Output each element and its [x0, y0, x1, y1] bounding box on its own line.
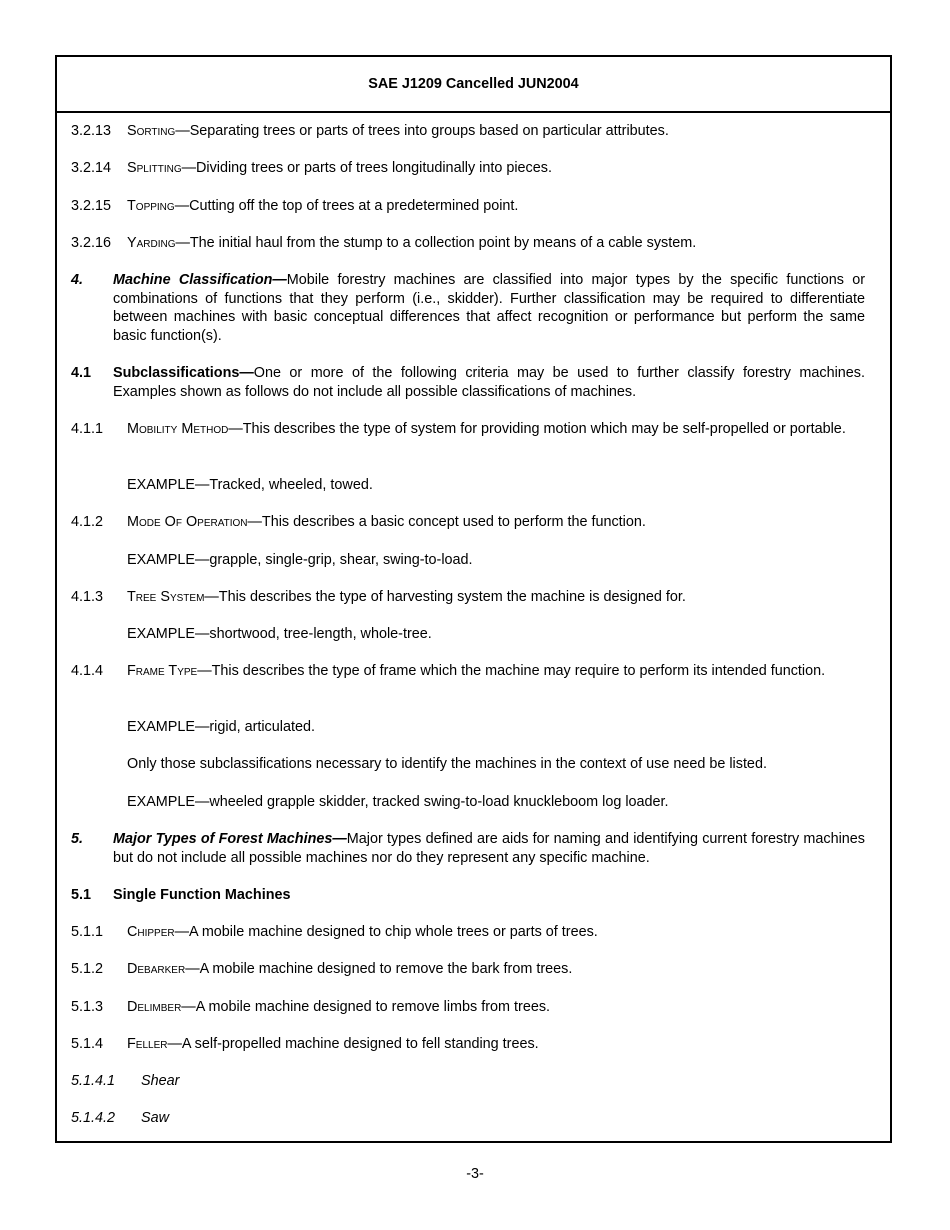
section-3-2-13: [71, 122, 865, 141]
example-text: EXAMPLE—grapple, single-grip, shear, swing-to-load.: [127, 552, 473, 568]
section-5-1: [71, 886, 865, 905]
section-text: —Cutting off the top of trees at a predetermined point.: [174, 198, 519, 214]
section-term: Saw: [141, 1110, 169, 1126]
section-4-1-2: [71, 513, 865, 532]
section-number: 5.1.4: [71, 1036, 104, 1052]
example-paragraph: [71, 718, 865, 737]
example-paragraph: [71, 476, 865, 495]
section-number: 5.1.3: [71, 999, 104, 1015]
section-4-1-3: [71, 588, 865, 607]
section-text: —Separating trees or parts of trees into groups based on particular attributes.: [175, 123, 669, 139]
section-term: Sorting: [127, 123, 176, 139]
section-term: Mode Of Operation: [127, 514, 248, 530]
section-term: Debarker: [127, 961, 186, 977]
section-3-2-15: [71, 197, 865, 216]
section-term: Tree System: [127, 589, 205, 605]
section-4-1-4: [71, 662, 865, 681]
example-paragraph: [71, 551, 865, 570]
section-term: Frame Type: [127, 663, 198, 679]
section-term: Subclassifications—: [113, 365, 254, 381]
section-term: Feller: [127, 1036, 168, 1052]
section-text: —A self-propelled machine designed to fell standing trees.: [167, 1036, 539, 1052]
section-number: 4.1: [71, 365, 92, 381]
section-number: 5.1: [71, 887, 92, 903]
section-number: 5.1.4.1: [71, 1073, 116, 1089]
section-text: —The initial haul from the stump to a collection point by means of a cable system.: [175, 235, 697, 251]
section-number: 3.2.13: [71, 123, 112, 139]
section-term: Splitting: [127, 160, 182, 176]
section-term: Shear: [141, 1073, 180, 1089]
page-number: -3-: [466, 1166, 484, 1182]
note-text: Only those subclassifications necessary to identify the machines in the context of use need be listed.: [127, 756, 767, 772]
document-frame: [55, 55, 892, 1143]
section-number: 4.: [71, 272, 84, 288]
section-number: 5.: [71, 831, 84, 847]
section-5-1-3: [71, 998, 865, 1017]
section-text: —A mobile machine designed to remove the bark from trees.: [185, 961, 573, 977]
section-text: —This describes a basic concept used to perform the function.: [247, 514, 646, 530]
section-term: Delimber: [127, 999, 182, 1015]
section-5-1-4-2: [71, 1109, 865, 1128]
section-number: 3.2.14: [71, 160, 112, 176]
section-text: —A mobile machine designed to remove limbs from trees.: [181, 999, 551, 1015]
example-text: EXAMPLE—rigid, articulated.: [127, 719, 315, 735]
section-number: 3.2.16: [71, 235, 112, 251]
section-text: Mobile forestry machines are classified into major types by the specific functions or combinations of functions that they perform (i.e., skidder). Further classification may be required to differentiate between machines with basic conceptual differences that affect recognition or performance but perform the same basic function(s).: [113, 272, 865, 344]
section-5-1-2: [71, 960, 865, 979]
section-number: 4.1.3: [71, 589, 104, 605]
document-title: SAE J1209 Cancelled JUN2004: [368, 76, 579, 92]
section-number: 4.1.4: [71, 663, 104, 679]
section-term: Yarding: [127, 235, 176, 251]
section-5: [71, 830, 865, 867]
section-term: Mobility Method: [127, 421, 229, 437]
section-number: 4.1.1: [71, 421, 104, 437]
section-4-1: [71, 364, 865, 401]
section-term: Chipper: [127, 924, 175, 940]
section-term: Machine Classification—: [113, 272, 287, 288]
section-term: Single Function Machines: [113, 887, 291, 903]
section-3-2-16: [71, 234, 865, 253]
note-paragraph: [71, 755, 865, 774]
section-text: Major types defined are aids for naming and identifying current forestry machines but do not include all possible machines nor do they represent any specific machine.: [113, 831, 865, 866]
section-number: 5.1.1: [71, 924, 104, 940]
example-text: EXAMPLE—shortwood, tree-length, whole-tree.: [127, 626, 432, 642]
section-4: [71, 271, 865, 345]
section-text: —Dividing trees or parts of trees longitudinally into pieces.: [181, 160, 552, 176]
section-5-1-4: [71, 1035, 865, 1054]
example-text: EXAMPLE—wheeled grapple skidder, tracked swing-to-load knuckleboom log loader.: [127, 794, 669, 810]
example-text: EXAMPLE—Tracked, wheeled, towed.: [127, 477, 373, 493]
section-4-1-1: [71, 420, 865, 439]
example-paragraph: [71, 625, 865, 644]
example-paragraph: [71, 793, 865, 812]
section-5-1-4-1: [71, 1072, 865, 1091]
document-header: [57, 57, 890, 113]
section-text: —This describes the type of harvesting system the machine is designed for.: [204, 589, 686, 605]
section-term: Major Types of Forest Machines—: [113, 831, 347, 847]
section-number: 5.1.2: [71, 961, 104, 977]
section-text: One or more of the following criteria may be used to further classify forestry machines. Examples shown as follows do not include all possible classifications of machines.: [113, 365, 865, 400]
section-term: Topping: [127, 198, 175, 214]
section-5-1-1: [71, 923, 865, 942]
section-text: —A mobile machine designed to chip whole trees or parts of trees.: [174, 924, 598, 940]
section-text: —This describes the type of frame which the machine may require to perform its intended function.: [197, 663, 826, 679]
section-3-2-14: [71, 159, 865, 178]
section-number: 5.1.4.2: [71, 1110, 116, 1126]
section-number: 4.1.2: [71, 514, 104, 530]
section-text: —This describes the type of system for providing motion which may be self-propelled or portable.: [228, 421, 846, 437]
section-number: 3.2.15: [71, 198, 112, 214]
